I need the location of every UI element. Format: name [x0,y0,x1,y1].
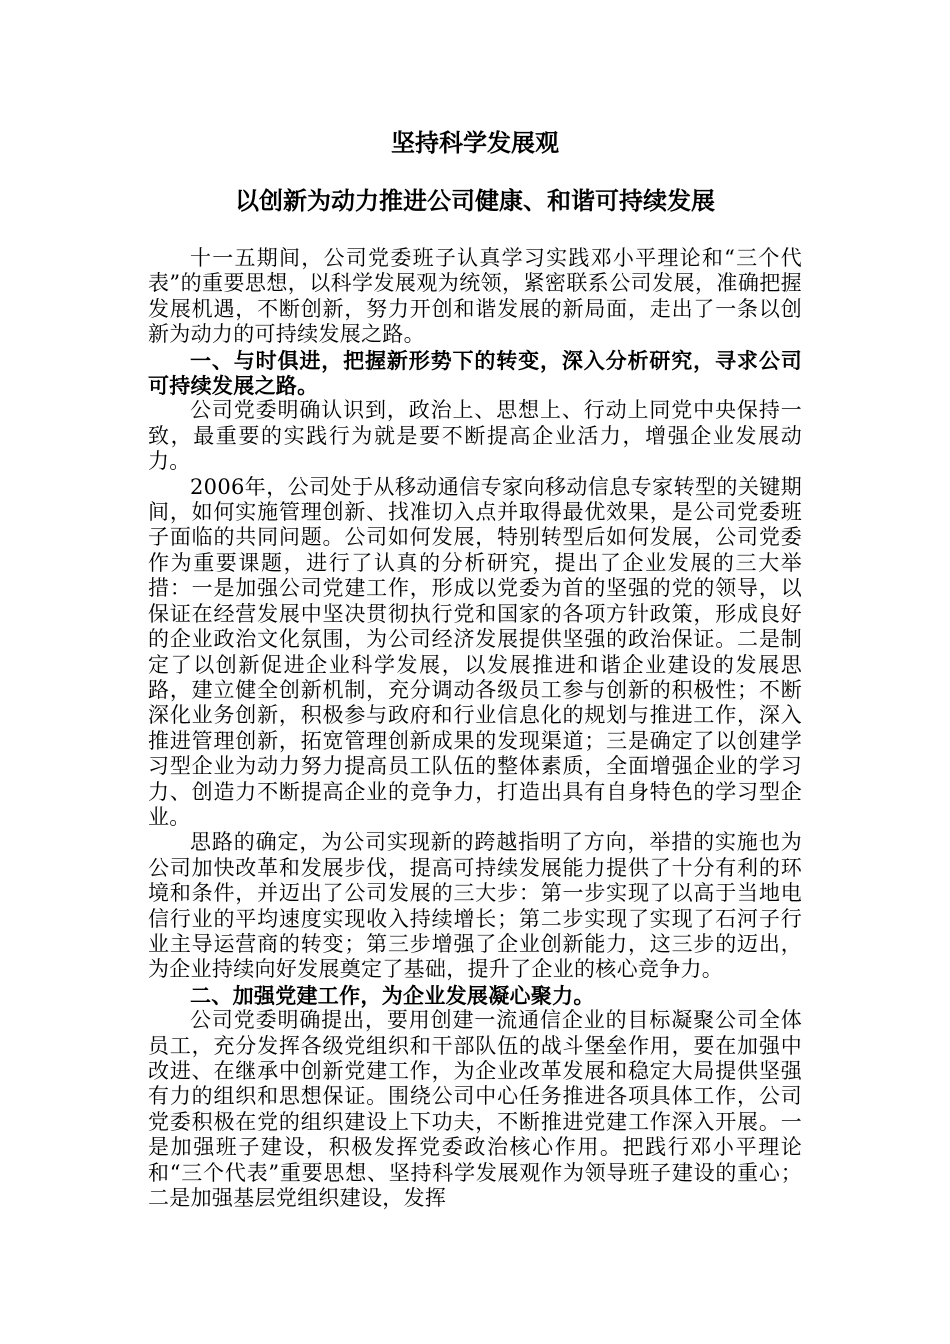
paragraph-body: 公司党委明确认识到，政治上、思想上、行动上同党中央保持一致，最重要的实践行为就是要不断提高企业活力，增强企业发展动力。 [148,398,802,474]
section-heading-2: 二、加强党建工作，为企业发展凝心聚力。 [190,982,595,1008]
paragraph-body: 思路的确定，为公司实现新的跨越指明了方向，举措的实施也为公司加快改革和发展步伐，提高可持续发展能力提供了十分有利的环境和条件，并迈出了公司发展的三大步：第一步实现了以高于当地电信行业的平均速度实现收入持续增长；第二步实现了实现了石河子行业主导运营商的转变；第三步增强了企业创新能力，这三步的迈出，为企业持续向好发展奠定了基础，提升了企业的核心竞争力。 [148,830,802,982]
paragraph-body: 2006年，公司处于从移动通信专家向移动信息专家转型的关键期间，如何实施管理创新、找准切入点并取得最优效果，是公司党委班子面临的共同问题。公司如何发展，特别转型后如何发展，公司党委作为重要课题，进行了认真的分析研究，提出了企业发展的三大举措：一是加强公司党建工作，形成以党委为首的坚强的党的领导，以保证在经营发展中坚决贯彻执行党和国家的各项方针政策，形成良好的企业政治文化氛围，为公司经济发展提供坚强的政治保证。二是制定了以创新促进企业科学发展，以发展推进和谐企业建设的发展思路，建立健全创新机制，充分调动各级员工参与创新的积极性；不断深化业务创新，积极参与政府和行业信息化的规划与推进工作，深入推进管理创新，拓宽管理创新成果的发现渠道；三是确定了以创建学习型企业为动力努力提高员工队伍的整体素质，全面增强企业的学习力、创造力不断提高企业的竞争力，打造出具有自身特色的学习型企业。 [148,474,802,829]
paragraph-body: 公司党委明确提出，要用创建一流通信企业的目标凝聚公司全体员工，充分发挥各级党组织和干部队伍的战斗堡垒作用，要在加强中改进、在继承中创新党建工作，为企业改革发展和稳定大局提供坚强有力的组织和思想保证。围绕公司中心任务推进各项具体工作，公司党委积极在党的组织建设上下功夫，不断推进党建工作深入开展。一是加强班子建设，积极发挥党委政治核心作用。把践行邓小平理论和“三个代表”重要思想、坚持科学发展观作为领导班子建设的重心；二是加强基层党组织建设，发挥 [148,1008,802,1211]
section-heading-1: 一、与时俱进，把握新形势下的转变，深入分析研究，寻求公司可持续发展之路。 [148,347,802,399]
document-title: 坚持科学发展观 [391,128,559,157]
document-subtitle: 以创新为动力推进公司健康、和谐可持续发展 [235,186,715,215]
paragraph-intro: 十一五期间，公司党委班子认真学习实践邓小平理论和“三个代表”的重要思想，以科学发展观为统领，紧密联系公司发展，准确把握发展机遇，不断创新，努力开创和谐发展的新局面，走出了一条以创新为动力的可持续发展之路。 [148,246,802,347]
